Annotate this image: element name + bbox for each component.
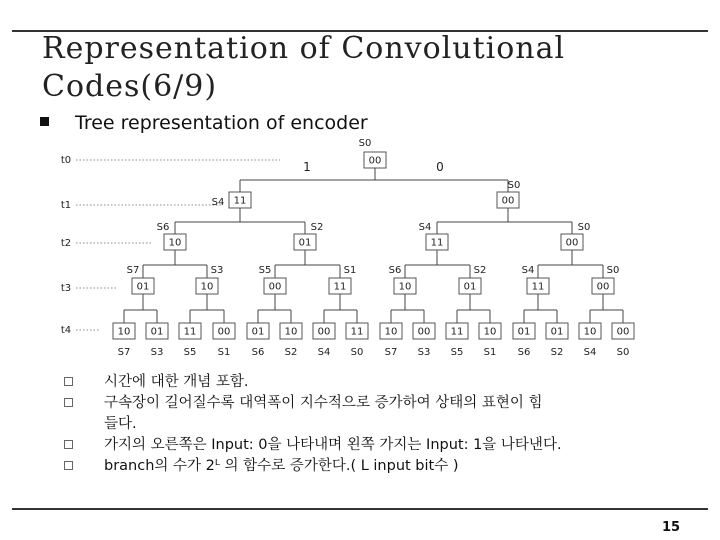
- state-label: S4: [418, 222, 432, 233]
- bottom-rule: [12, 508, 708, 510]
- leaf-node-output-label: 01: [251, 326, 265, 338]
- leaf-node-output-label: 00: [616, 326, 630, 338]
- leaf-node-output-label: 10: [583, 326, 597, 338]
- subtitle-text: Tree representation of encoder: [75, 112, 368, 134]
- level2-node-output-label: 01: [298, 237, 312, 249]
- slide-title-line2: Codes(6/9): [42, 69, 218, 104]
- state-label: S1: [343, 265, 357, 276]
- time-label: t3: [60, 283, 72, 294]
- leaf-node-output-label: 00: [317, 326, 331, 338]
- leaf-node-output-label: 01: [517, 326, 531, 338]
- state-label: S0: [507, 180, 521, 191]
- bullet-item: 시간에 대한 개념 포함.: [84, 372, 562, 393]
- state-label: S0: [358, 138, 372, 149]
- branch-label-input-0: 0: [436, 160, 444, 174]
- leaf-node-output-label: 10: [117, 326, 131, 338]
- level2-node-output-label: 10: [168, 237, 182, 249]
- leaf-state-label: S3: [417, 347, 431, 358]
- leaf-node-output-label: 10: [483, 326, 497, 338]
- leaf-state-label: S7: [384, 347, 398, 358]
- level2-node-output-label: 00: [565, 237, 579, 249]
- level3-node-output-label: 01: [463, 281, 477, 293]
- leaf-state-label: S3: [150, 347, 164, 358]
- bullet-item-continuation: 들다.: [104, 416, 137, 432]
- level3-node-output-label: 10: [398, 281, 412, 293]
- leaf-node-output-label: 11: [183, 326, 197, 338]
- level1-node-output-label: 11: [233, 195, 247, 207]
- level3-node-output-label: 11: [333, 281, 347, 293]
- state-label: S6: [388, 265, 402, 276]
- leaf-state-label: S5: [183, 347, 197, 358]
- leaf-state-label: S4: [317, 347, 331, 358]
- state-label: S3: [210, 265, 224, 276]
- level1-node-output-label: 00: [501, 195, 515, 207]
- bullet-item: branch의 수가 2ᴸ 의 함수로 증가한다.( L input bit수 ): [84, 456, 562, 477]
- leaf-state-label: S1: [483, 347, 497, 358]
- hollow-square-bullet-icon: [64, 377, 73, 386]
- root-node-output-label: 00: [368, 155, 382, 167]
- time-label: t1: [60, 200, 72, 211]
- page-number: 15: [662, 520, 681, 535]
- leaf-state-label: S6: [517, 347, 531, 358]
- level3-node-output-label: 10: [200, 281, 214, 293]
- bullet-item: 구속장이 길어질수록 대역폭이 지수적으로 증가하여 상태의 표현이 힘: [84, 393, 562, 414]
- leaf-state-label: S5: [450, 347, 464, 358]
- state-label: S0: [577, 222, 591, 233]
- state-label: S5: [258, 265, 272, 276]
- bullet-list: [84, 372, 562, 477]
- leaf-node-output-label: 01: [150, 326, 164, 338]
- leaf-state-label: S0: [616, 347, 630, 358]
- level3-node-output-label: 11: [531, 281, 545, 293]
- state-label: S7: [126, 265, 140, 276]
- leaf-node-output-label: 10: [284, 326, 298, 338]
- hollow-square-bullet-icon: [64, 461, 73, 470]
- time-label: t2: [60, 238, 72, 249]
- state-label: S4: [521, 265, 535, 276]
- branch-label-input-1: 1: [303, 160, 311, 174]
- leaf-state-label: S4: [583, 347, 597, 358]
- leaf-node-output-label: 01: [550, 326, 564, 338]
- bullet-item: 가지의 오른쪽은 Input: 0을 나타내며 왼쪽 가지는 Input: 1을 나타낸다.: [84, 435, 562, 456]
- hollow-square-bullet-icon: [64, 440, 73, 449]
- state-label: S0: [606, 265, 620, 276]
- leaf-node-output-label: 11: [450, 326, 464, 338]
- leaf-node-output-label: 10: [384, 326, 398, 338]
- leaf-node-output-label: 00: [217, 326, 231, 338]
- level3-node-output-label: 01: [136, 281, 150, 293]
- state-label: S6: [156, 222, 170, 233]
- leaf-node-output-label: 11: [350, 326, 364, 338]
- time-label: t0: [60, 155, 72, 166]
- state-label: S2: [310, 222, 324, 233]
- hollow-square-bullet-icon: [64, 398, 73, 407]
- level3-node-output-label: 00: [268, 281, 282, 293]
- state-label: S2: [473, 265, 487, 276]
- leaf-state-label: S1: [217, 347, 231, 358]
- leaf-state-label: S0: [350, 347, 364, 358]
- level3-node-output-label: 00: [596, 281, 610, 293]
- leaf-state-label: S7: [117, 347, 131, 358]
- level2-node-output-label: 11: [430, 237, 444, 249]
- leaf-state-label: S6: [251, 347, 265, 358]
- leaf-node-output-label: 00: [417, 326, 431, 338]
- slide-title-line1: Representation of Convolutional: [42, 31, 566, 66]
- leaf-state-label: S2: [284, 347, 298, 358]
- leaf-state-label: S2: [550, 347, 564, 358]
- state-label: S4: [211, 197, 225, 208]
- time-label: t4: [60, 325, 72, 336]
